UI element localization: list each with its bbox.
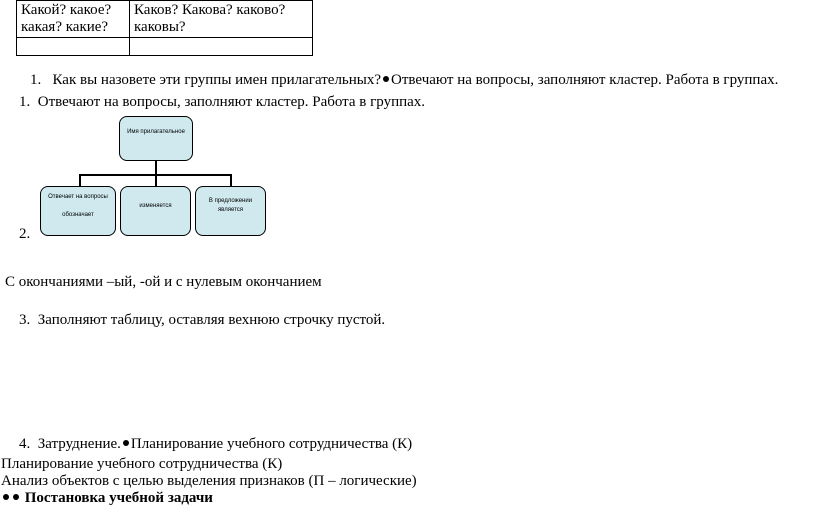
table-row (17, 1, 313, 38)
diagram-child-label: обозначает (62, 212, 94, 218)
item-1 (30, 72, 778, 89)
item-number: 3. (19, 312, 31, 328)
item-2 (19, 226, 30, 243)
task-line (1, 490, 213, 507)
table-cell: Какой? какое? какая? какие? (17, 1, 130, 38)
analysis-line: Анализ объектов с целью выделения признаков (П – логические) (1, 473, 417, 489)
item-1-repeat-text: Отвечают на вопросы, заполняют кластер. Работа в группах. (37, 94, 426, 110)
diagram-child-label: является (217, 207, 244, 213)
item-1-answer: Отвечают на вопросы, заполняют кластер. Работа в группах. (391, 72, 779, 88)
item-number: 2. (19, 226, 31, 242)
diagram-root-label: Имя прилагательное (127, 129, 185, 135)
question-words-table (16, 0, 313, 56)
task-line-text: Постановка учебной задачи (24, 490, 213, 506)
diagram-child-box-changes (120, 186, 191, 236)
item-4-after: Планирование учебного сотрудничества (К) (130, 436, 413, 452)
item-number: 1. (19, 94, 31, 110)
bullet-icon (383, 76, 389, 82)
diagram-child-label: изменяется (139, 203, 172, 209)
item-1-question: Как вы назовете эти группы имен прилагательных? (52, 72, 382, 88)
planning-line: Планирование учебного сотрудничества (К) (1, 456, 283, 472)
diagram-child-box-questions (40, 186, 116, 236)
item-number: 4. (19, 436, 31, 452)
item-number: 1. (30, 72, 42, 88)
diagram-child-label: В предложении (208, 198, 253, 204)
connector-line (79, 174, 81, 186)
item-4 (19, 436, 412, 453)
table-row (17, 38, 313, 56)
connector-line (230, 174, 232, 186)
diagram-root-box (119, 116, 193, 161)
connector-line (155, 174, 157, 186)
connector-line (155, 161, 157, 175)
item-4-text: Затруднение. (37, 436, 121, 452)
bullet-icon (123, 440, 129, 446)
item-3 (19, 312, 385, 329)
endings-text: С окончаниями –ый, -ой и с нулевым окончанием (5, 274, 322, 290)
table-cell: Каков? Какова? каково? каковы? (130, 1, 313, 38)
bullet-icon (13, 494, 19, 500)
bullet-icon (3, 494, 9, 500)
table-cell (130, 38, 313, 56)
item-3-text: Заполняют таблицу, оставляя вехнюю строчку пустой. (37, 312, 386, 328)
diagram-child-box-sentence (195, 186, 266, 236)
item-1-repeat (19, 94, 425, 111)
table-cell (17, 38, 130, 56)
diagram-child-label: Отвечает на вопросы (48, 194, 108, 200)
